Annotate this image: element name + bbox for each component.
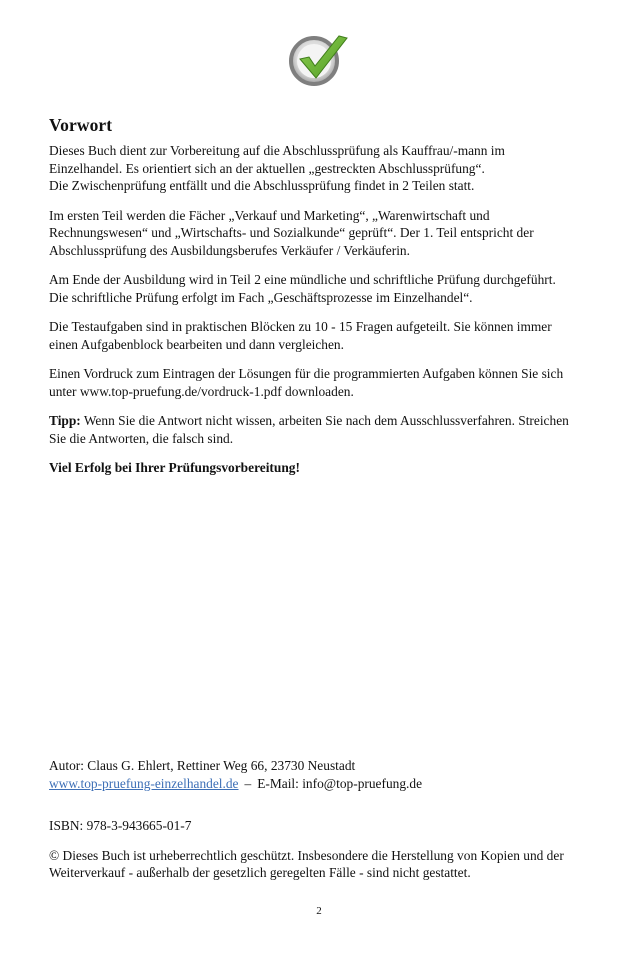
separator: – <box>244 775 252 791</box>
text-line: Die Testaufgaben sind in praktischen Blöcken zu 10 - 15 Fragen aufgeteilt. Sie können immer <box>49 319 552 334</box>
tip-label: Tipp: <box>49 413 81 428</box>
text-line: einen Aufgabenblock bearbeiten und dann vergleichen. <box>49 336 344 352</box>
text-line: unter www.top-pruefung.de/vordruck-1.pdf downloaden. <box>49 383 354 399</box>
text-line: Weiterverkauf - außerhalb der gesetzlich geregelten Fälle - sind nicht gestattet. <box>49 865 471 880</box>
text-line: Die schriftliche Prüfung erfolgt im Fach „Geschäftsprozesse im Einzelhandel“. <box>49 289 473 305</box>
paragraph-form-download <box>49 365 594 400</box>
closing-wish: Viel Erfolg bei Ihrer Prüfungsvorbereitung! <box>49 460 300 475</box>
copyright-notice <box>49 847 594 882</box>
paragraph-intro <box>49 142 594 195</box>
text-line: © Dieses Buch ist urheberrechtlich geschützt. Insbesondere die Herstellung von Kopien und der <box>49 847 564 863</box>
paragraph-part-one <box>49 207 594 260</box>
isbn: ISBN: 978-3-943665-01-7 <box>49 818 192 833</box>
contact-line <box>49 775 594 793</box>
text-line: Am Ende der Ausbildung wird in Teil 2 eine mündliche und schriftliche Prüfung durchgeführt. <box>49 272 556 287</box>
imprint-footer <box>49 757 594 882</box>
foreword-section <box>49 114 594 489</box>
text-line: Im ersten Teil werden die Fächer „Verkauf und Marketing“, „Warenwirtschaft und <box>49 207 490 223</box>
paragraph-part-two <box>49 271 594 306</box>
author-line: Autor: Claus G. Ehlert, Rettiner Weg 66, 23730 Neustadt <box>49 758 356 773</box>
text-line: Einen Vordruck zum Eintragen der Lösungen für die programmierten Aufgaben können Sie sich <box>49 366 564 381</box>
text-line <box>49 412 594 430</box>
paragraph-test-blocks <box>49 318 594 353</box>
checkmark-icon <box>287 30 351 88</box>
tip-text: Wenn Sie die Antwort nicht wissen, arbeiten Sie nach dem Ausschlussverfahren. Streichen <box>80 413 569 428</box>
paragraph-tip <box>49 412 594 447</box>
website-link[interactable]: www.top-pruefung-einzelhandel.de <box>49 775 239 791</box>
page-title: Vorwort <box>49 115 113 135</box>
text-line: Rechnungswesen“ und „Wirtschafts- und Sozialkunde“ geprüft“. Der 1. Teil entspricht der <box>49 225 534 240</box>
text-line: Abschlussprüfung des Ausbildungsberufes Verkäufer / Verkäuferin. <box>49 242 410 258</box>
text-line: Die Zwischenprüfung entfällt und die Abschlussprüfung findet in 2 Teilen statt. <box>49 178 475 193</box>
text-line: Sie die Antworten, die falsch sind. <box>49 430 234 446</box>
email-text: E-Mail: info@top-pruefung.de <box>257 775 423 791</box>
page-number: 2 <box>316 905 322 917</box>
text-line: Dieses Buch dient zur Vorbereitung auf die Abschlussprüfung als Kauffrau/-mann im <box>49 143 505 158</box>
text-line: Einzelhandel. Es orientiert sich an der aktuellen „gestreckten Abschlussprüfung“. <box>49 160 485 176</box>
